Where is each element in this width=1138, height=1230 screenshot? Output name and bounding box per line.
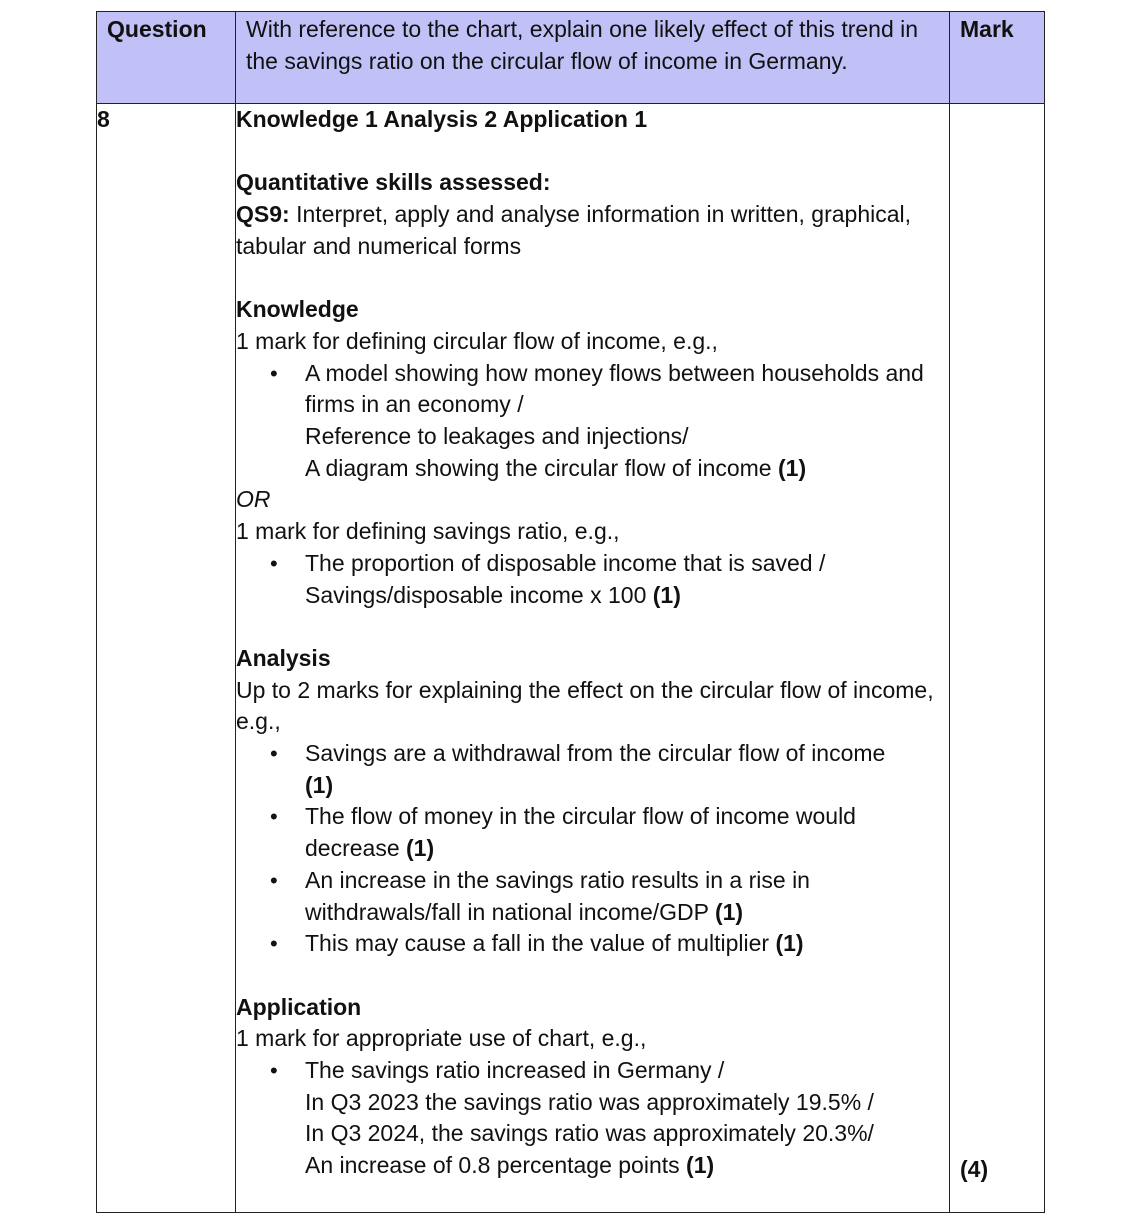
application-heading: Application [236, 993, 362, 1020]
list-item: • The flow of money in the circular flow of income would decrease (1) [305, 801, 949, 864]
mark-scheme-content [236, 104, 950, 1213]
qs-text: Interpret, apply and analyse information in written, graphical, tabular and numerical forms [236, 201, 912, 259]
analysis-intro: Up to 2 marks for explaining the effect on the circular flow of income, e.g., [236, 676, 934, 735]
or-separator: OR [236, 486, 271, 513]
mark-allocation: (1) [686, 1152, 715, 1179]
knowledge-intro-circular-flow: 1 mark for defining circular flow of income, e.g., [236, 327, 718, 354]
mark-allocation: (1) [406, 835, 435, 862]
question-number: 8 [97, 104, 236, 1213]
answer-row [97, 104, 1045, 1213]
qs-heading: Quantitative skills assessed: [236, 169, 551, 196]
application-bullets [236, 1055, 949, 1182]
mark-allocation: (1) [714, 898, 744, 925]
qs-code: QS9: [236, 201, 290, 228]
list-item: • The savings ratio increased in Germany / In Q3 2023 the savings ratio was approximately 19.5% / In Q3 2024, the savings ratio was approximately 20.3%/ An increase of 0.8 percentage points (1) [305, 1055, 949, 1182]
qs-description [236, 199, 949, 262]
application-intro: 1 mark for appropriate use of chart, e.g., [236, 1025, 647, 1052]
mark-allocation: (1) [778, 454, 807, 481]
list-item: • An increase in the savings ratio results in a rise in withdrawals/fall in national income/GDP (1) [305, 865, 949, 928]
total-mark: (4) [960, 1156, 989, 1182]
list-item: • The proportion of disposable income that is saved / Savings/disposable income x 100 (1) [305, 548, 949, 611]
knowledge-bullets-savings-ratio [236, 548, 949, 611]
analysis-bullets [236, 738, 949, 960]
knowledge-bullets-circular-flow [236, 358, 949, 485]
list-item: • Savings are a withdrawal from the circular flow of income (1) [305, 738, 949, 801]
question-text: With reference to the chart, explain one likely effect of this trend in the savings ratio on the circular flow of income in Germany. [236, 12, 950, 104]
mark-scheme-table [96, 11, 1045, 1213]
mark-allocation: (1) [305, 771, 334, 798]
list-item: • A model showing how money flows between households and firms in an economy / Reference to leakages and injections/ A diagram showing the circular flow of income (1) [305, 358, 949, 485]
question-column-header: Question [97, 12, 236, 104]
mark-summary: Knowledge 1 Analysis 2 Application 1 [236, 106, 648, 132]
list-item: • This may cause a fall in the value of multiplier (1) [305, 928, 949, 960]
mark-allocation: (1) [652, 581, 681, 608]
mark-column-header: Mark [950, 12, 1045, 104]
header-row [97, 12, 1045, 104]
mark-cell [950, 104, 1045, 1213]
knowledge-intro-savings-ratio: 1 mark for defining savings ratio, e.g., [236, 518, 620, 545]
mark-allocation: (1) [775, 930, 804, 957]
knowledge-heading: Knowledge [236, 296, 359, 323]
analysis-heading: Analysis [236, 644, 331, 671]
